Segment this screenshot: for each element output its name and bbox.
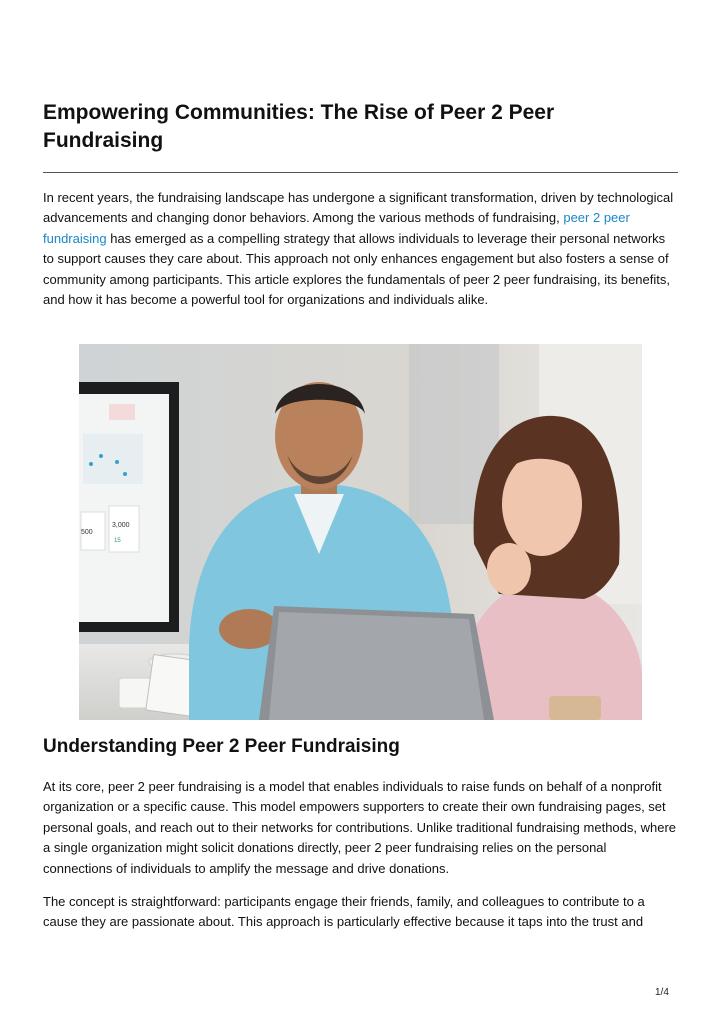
section-heading: Understanding Peer 2 Peer Fundraising xyxy=(43,736,400,757)
intro-paragraph xyxy=(43,188,679,310)
peer-fundraising-link[interactable]: peer 2 peer fundraising xyxy=(43,210,630,246)
section-paragraph-1: At its core, peer 2 peer fundraising is a model that enables individuals to raise funds on behalf of a nonprofit organization or a specific cause. This model empowers supporters to create their own fundraising pages, set personal goals, and reach out to their networks for contributions. Unlike traditional fundraising methods, where a single organization might solicit donations directly, peer 2 peer fundraising relies on the personal connections of individuals to amplify the message and drive donations. xyxy=(43,779,677,876)
article-photo xyxy=(79,344,642,720)
monitor-stat-1: 500 xyxy=(81,529,93,536)
section-paragraph-2: The concept is straightforward: participants engage their friends, family, and colleagues to contribute to a cause they are passionate about. This approach is particularly effective because it taps into the trust and xyxy=(43,894,645,930)
monitor xyxy=(79,382,179,632)
page-number: 1/4 xyxy=(655,987,669,998)
intro-text-start: In recent years, the fundraising landscape has undergone a significant transformation, driven by technological advancements and changing donor behaviors. Among the various methods of fundraising, xyxy=(43,190,674,226)
monitor-stat-2: 3,000 xyxy=(112,522,130,529)
intro-text-end: has emerged as a compelling strategy that allows individuals to leverage their personal networks to support causes they care about. This approach not only enhances engagement but also fosters a sense of community among participants. This article explores the fundamentals of peer 2 peer fundraising, its benefits, and how it has become a powerful tool for organizations and individuals alike. xyxy=(43,230,670,308)
laptop xyxy=(259,606,494,720)
title-divider xyxy=(43,172,678,173)
monitor-stat-3: 15 xyxy=(114,538,121,544)
cup xyxy=(549,696,601,720)
photo-illustration xyxy=(79,344,642,720)
article-title: Empowering Communities: The Rise of Peer 2 Peer Fundraising xyxy=(43,101,555,152)
